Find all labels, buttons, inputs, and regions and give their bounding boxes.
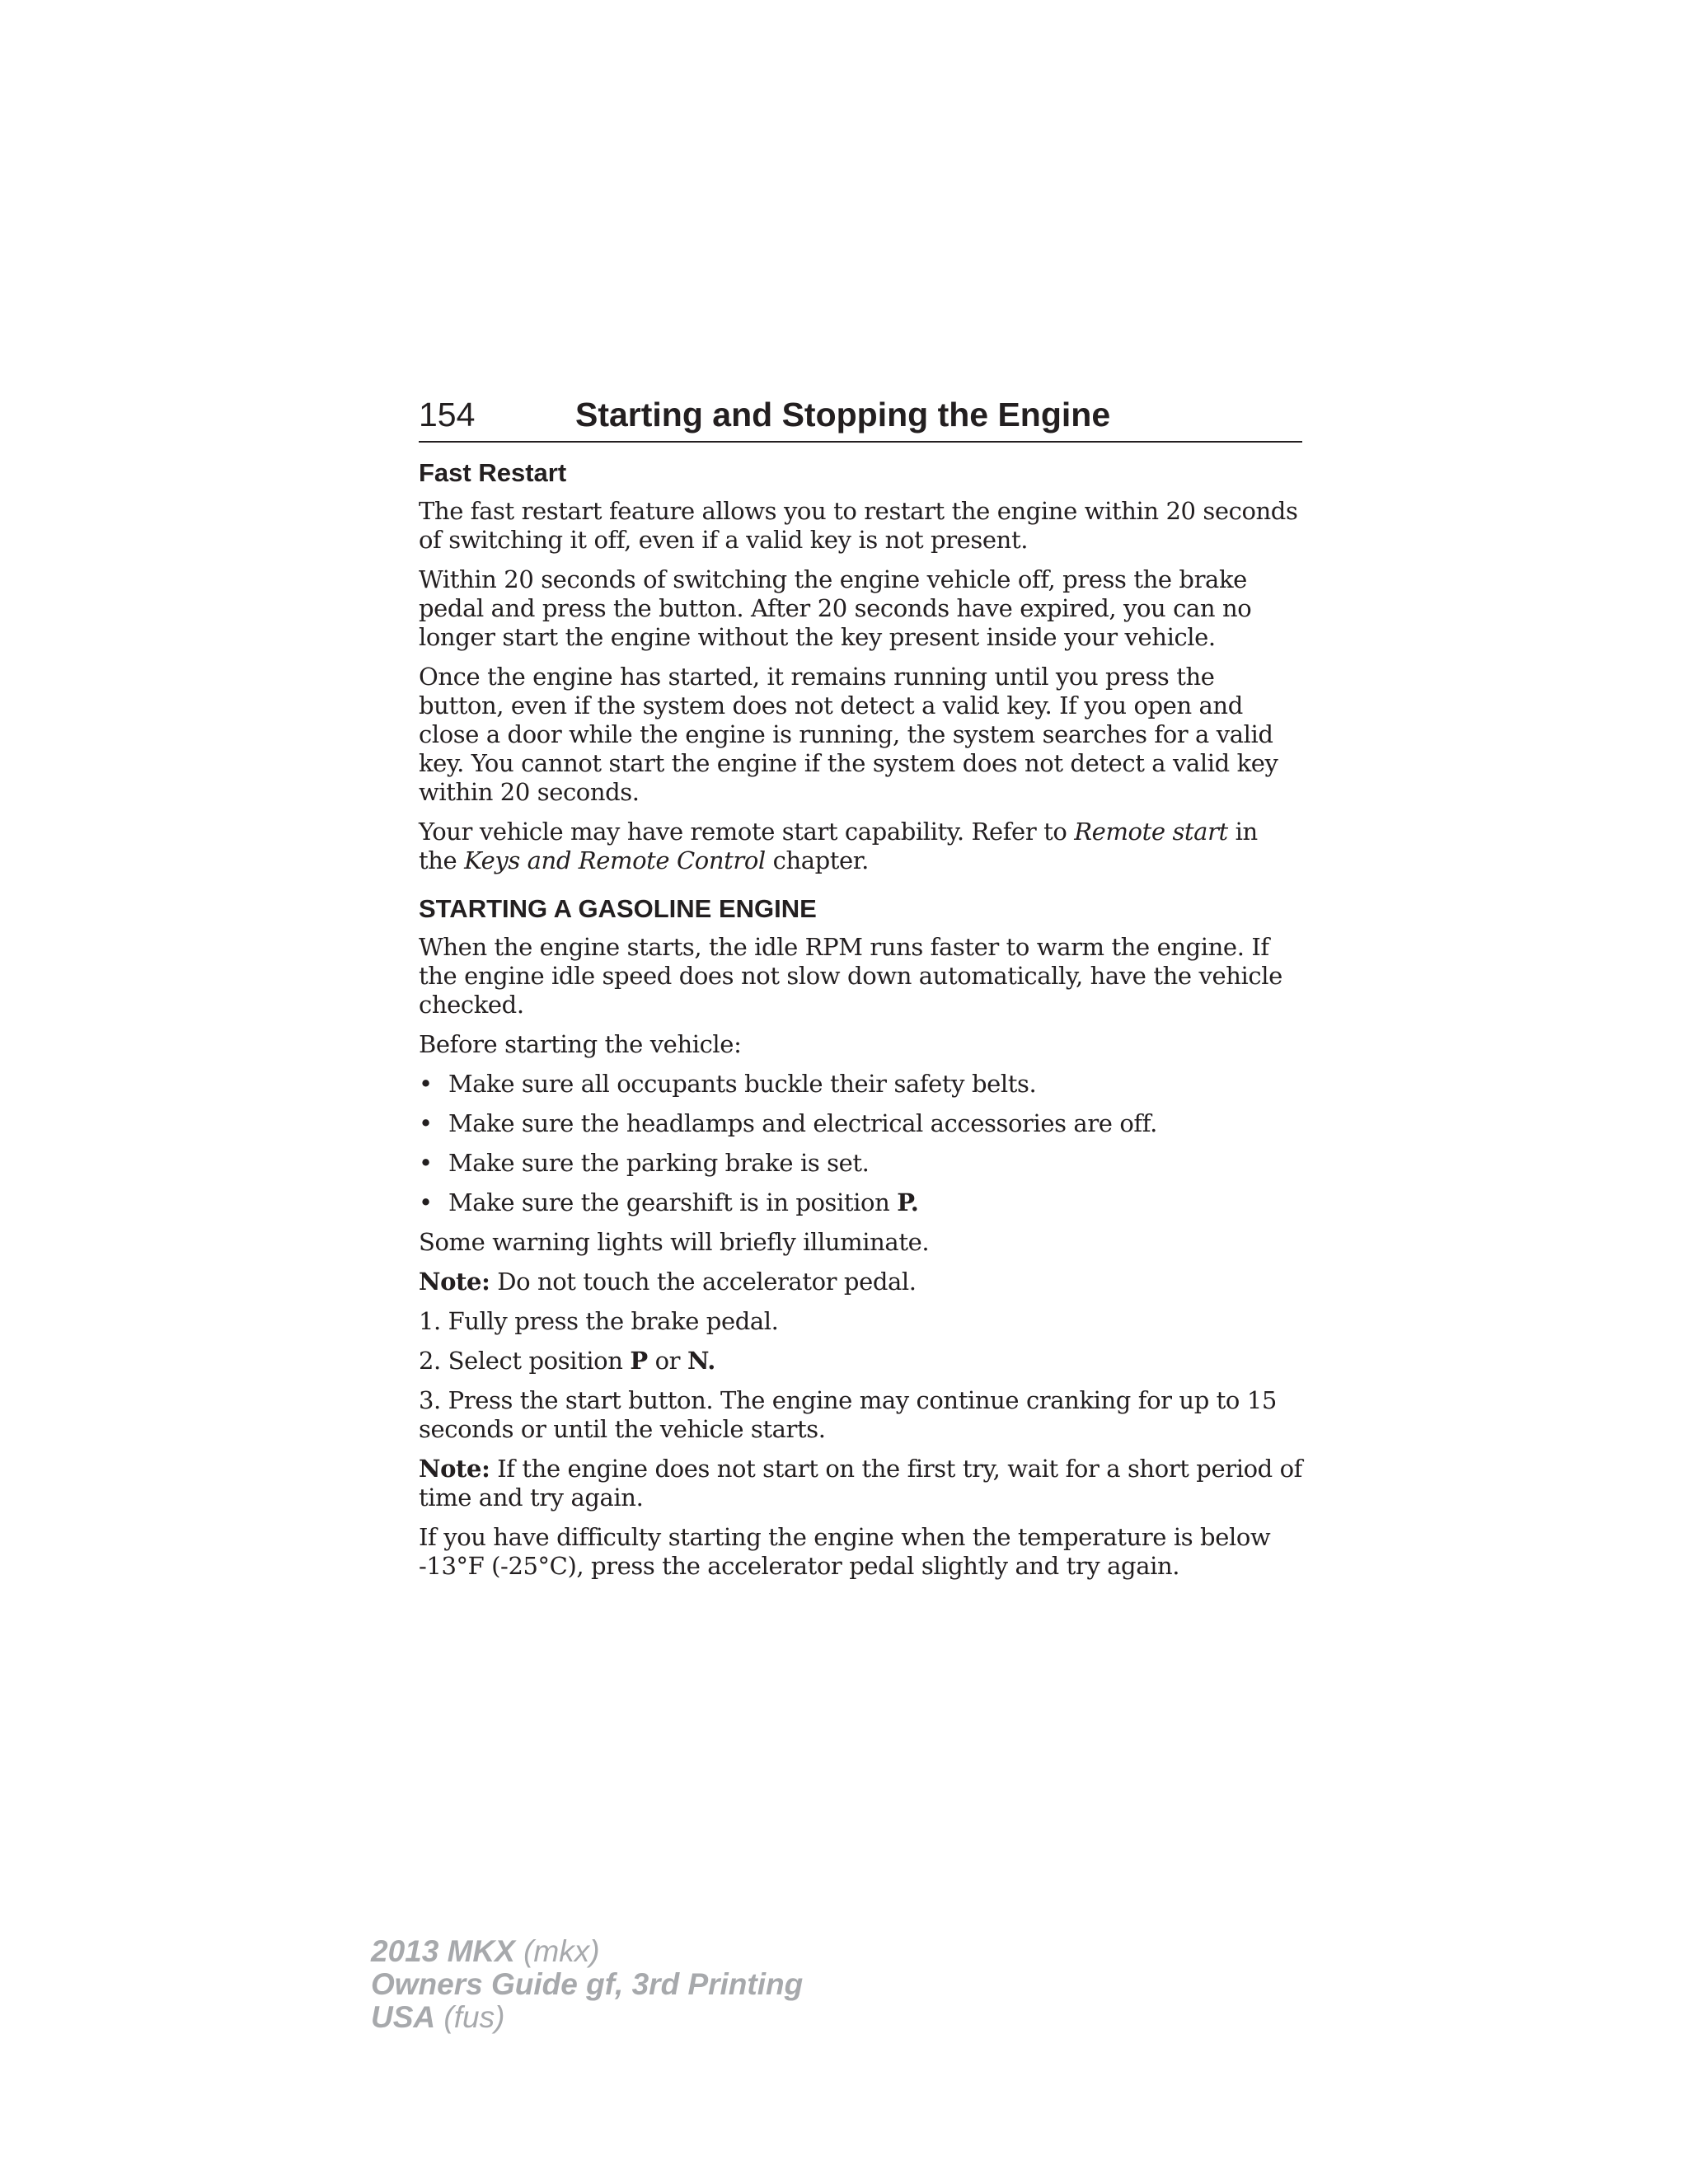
list-item — [419, 1070, 1302, 1099]
step-3: 3. Press the start button. The engine may continue cranking for up to 15 seconds or until the vehicle starts. — [419, 1386, 1277, 1443]
page-footer — [371, 1935, 803, 2034]
paragraph-remote-start — [419, 818, 1302, 875]
text: 2. Select position — [419, 1347, 631, 1375]
footer-line — [371, 1935, 803, 1968]
bullet-icon: • — [419, 1070, 433, 1098]
model: 2013 MKX — [371, 1934, 515, 1968]
paragraph: Within 20 seconds of switching the engine vehicle off, press the brake pedal and press the button. After 20 seconds have expired, you can no longer start the engine without the key present inside your vehicle. — [419, 565, 1252, 651]
note-label: Note: — [419, 1268, 490, 1296]
list-item-text: Make sure the headlamps and electrical accessories are off. — [448, 1109, 1157, 1137]
list-item-text: Make sure the parking brake is set. — [448, 1149, 870, 1177]
section-heading-fast-restart: Fast Restart — [419, 458, 567, 487]
bullet-icon: • — [419, 1149, 433, 1177]
text: or — [647, 1347, 687, 1375]
gear-position-n: N. — [687, 1347, 715, 1375]
gear-position-p: P — [630, 1347, 648, 1375]
text: in the — [419, 818, 1258, 874]
section-heading-gasoline: STARTING A GASOLINE ENGINE — [419, 894, 817, 923]
text: Your vehicle may have remote start capability. Refer to — [419, 818, 1075, 846]
paragraph: The fast restart feature allows you to restart the engine within 20 seconds of switching it off, even if a valid key is not present. — [419, 497, 1298, 554]
bullet-icon: • — [419, 1109, 433, 1137]
step-2 — [419, 1347, 1302, 1376]
list-item — [419, 1149, 1302, 1178]
footer-line — [371, 2001, 803, 2034]
chapter-title: Starting and Stopping the Engine — [575, 396, 1111, 434]
note-label: Note: — [419, 1455, 490, 1483]
page-number: 154 — [419, 396, 476, 434]
list-item — [419, 1188, 1302, 1217]
text: chapter. — [765, 846, 869, 874]
list-item-text — [448, 1188, 919, 1217]
footer-line — [371, 1968, 803, 2001]
market-code: (fus) — [435, 2000, 505, 2034]
reference-remote-start: Remote start — [1074, 818, 1228, 846]
note-text: Do not touch the accelerator pedal. — [490, 1268, 917, 1296]
market: USA — [371, 2000, 436, 2034]
page-header — [419, 396, 1302, 443]
gear-position: P. — [897, 1188, 919, 1216]
document-page — [419, 396, 1302, 1591]
note — [419, 1268, 1302, 1296]
list-item — [419, 1109, 1302, 1138]
reference-keys-chapter: Keys and Remote Control — [464, 846, 766, 874]
bullet-list — [419, 1070, 1302, 1217]
paragraph: Some warning lights will briefly illuminate. — [419, 1228, 930, 1256]
step-1: 1. Fully press the brake pedal. — [419, 1307, 779, 1335]
note — [419, 1455, 1302, 1512]
bullet-icon: • — [419, 1188, 433, 1216]
list-item-text: Make sure all occupants buckle their safety belts. — [448, 1070, 1037, 1098]
text: Make sure the gearshift is in position — [448, 1188, 898, 1216]
model-code: (mkx) — [514, 1934, 600, 1968]
paragraph: If you have difficulty starting the engine when the temperature is below -13°F (-25°C), press the accelerator pedal slightly and try again. — [419, 1523, 1271, 1580]
paragraph: Before starting the vehicle: — [419, 1030, 742, 1058]
paragraph: Once the engine has started, it remains running until you press the button, even if the system does not detect a valid key. If you open and close a door while the engine is running, the system searches for a valid key. You cannot start the engine if the system does not detect a valid key within 20 seconds. — [419, 663, 1278, 806]
printing: Owners Guide gf, 3rd Printing — [371, 1967, 804, 2001]
note-text: If the engine does not start on the first try, wait for a short period of time and try again. — [419, 1455, 1303, 1511]
paragraph: When the engine starts, the idle RPM runs faster to warm the engine. If the engine idle speed does not slow down automatically, have the vehicle checked. — [419, 933, 1282, 1019]
